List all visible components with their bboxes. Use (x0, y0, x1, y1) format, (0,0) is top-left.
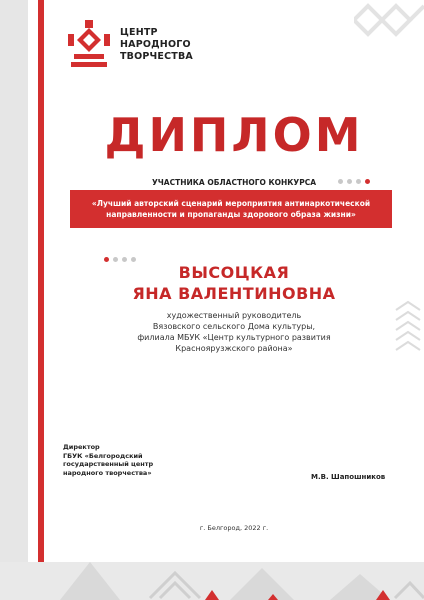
left-frame-band (0, 0, 28, 600)
contest-banner (70, 190, 392, 228)
director-line-4: народного творчества» (63, 468, 152, 477)
recipient-given-names: ЯНА ВАЛЕНТИНОВНА (132, 284, 336, 303)
logo-line-1: ЦЕНТР (120, 27, 158, 38)
role-line-1: художественный руководитель (166, 311, 302, 320)
director-block (63, 443, 153, 477)
signer-name: М.В. Шапошников (311, 473, 386, 481)
recipient-name (44, 262, 424, 304)
diploma-title: ДИПЛОМ (104, 108, 364, 162)
recipient-role (44, 310, 424, 354)
subtitle: УЧАСТНИКА ОБЛАСТНОГО КОНКУРСА (151, 178, 317, 187)
recipient-surname: ВЫСОЦКАЯ (178, 263, 290, 282)
director-line-3: государственный центр (63, 460, 154, 468)
logo (68, 20, 193, 70)
logo-line-3: ТВОРЧЕСТВА (120, 51, 193, 62)
contest-line-2: направленности и пропаганды здорового образа жизни» (106, 210, 356, 219)
place-date: г. Белгород, 2022 г. (199, 524, 269, 532)
corner-ornament-icon (354, 0, 424, 40)
director-line-2: ГБУК «Белгородский (63, 451, 143, 460)
director-line-1: Директор (63, 443, 100, 451)
role-line-4: Красноярузжского района» (175, 344, 293, 353)
contest-line-1: «Лучший авторский сценарий мероприятия антинаркотической (91, 199, 371, 208)
folk-ornament-icon (68, 20, 110, 70)
logo-line-2: НАРОДНОГО (120, 39, 191, 50)
role-line-3: филиала МБУК «Центр культурного развития (137, 333, 331, 342)
bottom-ornament-icon (0, 528, 424, 600)
role-line-2: Вязовского сельского Дома культуры, (152, 322, 316, 331)
